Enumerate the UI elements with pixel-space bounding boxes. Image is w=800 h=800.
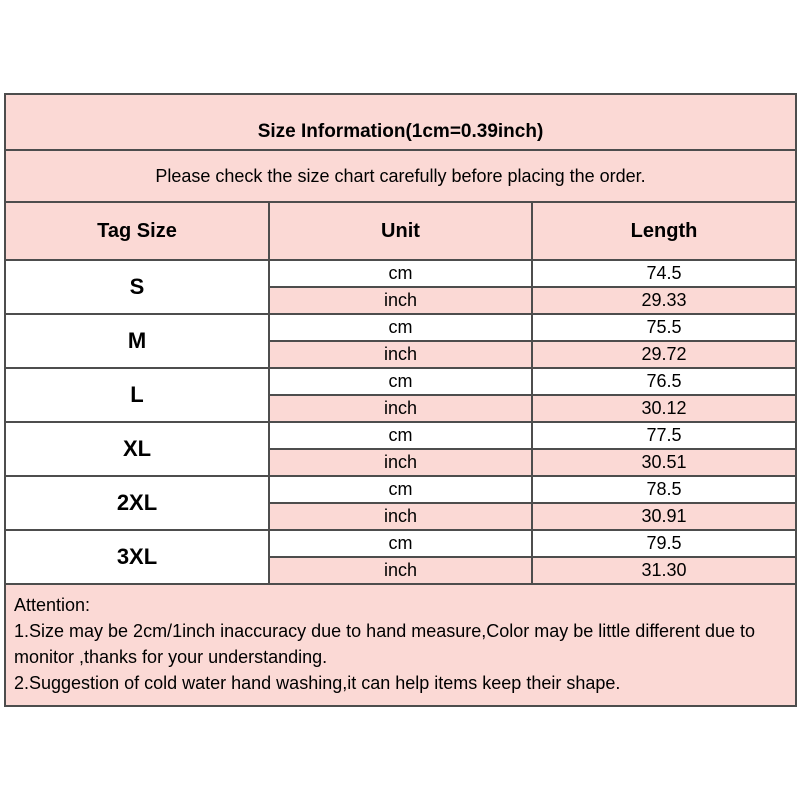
size-cell: M: [6, 314, 269, 368]
length-cell-cm: 78.5: [532, 476, 795, 503]
table-row: [6, 422, 795, 449]
table-header-row: [6, 203, 795, 260]
length-cell-inch: 30.12: [532, 395, 795, 422]
unit-cell-inch: inch: [269, 557, 532, 583]
attention-note-2: 2.Suggestion of cold water hand washing,it can help items keep their shape.: [14, 673, 621, 693]
page-title: Size Information(1cm=0.39inch): [6, 95, 795, 151]
column-header-length: Length: [532, 203, 795, 260]
unit-cell-cm: cm: [269, 260, 532, 287]
length-cell-inch: 29.33: [532, 287, 795, 314]
length-cell-inch: 30.91: [532, 503, 795, 530]
attention-note-1: 1.Size may be 2cm/1inch inaccuracy due to hand measure,Color may be little different due to monitor ,thanks for your understanding.: [14, 621, 756, 667]
length-cell-cm: 75.5: [532, 314, 795, 341]
attention-note: [6, 583, 795, 705]
table-row: [6, 476, 795, 503]
size-cell: 2XL: [6, 476, 269, 530]
size-cell: XL: [6, 422, 269, 476]
length-cell-inch: 31.30: [532, 557, 795, 583]
table-row: [6, 314, 795, 341]
unit-cell-cm: cm: [269, 422, 532, 449]
attention-heading: Attention:: [14, 595, 91, 615]
unit-cell-inch: inch: [269, 395, 532, 422]
length-cell-inch: 30.51: [532, 449, 795, 476]
size-chart-subtitle: Please check the size chart carefully before placing the order.: [6, 151, 795, 203]
table-row: [6, 530, 795, 557]
unit-cell-inch: inch: [269, 449, 532, 476]
unit-cell-inch: inch: [269, 287, 532, 314]
unit-cell-cm: cm: [269, 368, 532, 395]
table-row: [6, 260, 795, 287]
unit-cell-inch: inch: [269, 503, 532, 530]
size-cell: L: [6, 368, 269, 422]
length-cell-cm: 76.5: [532, 368, 795, 395]
length-cell-inch: 29.72: [532, 341, 795, 368]
column-header-tag-size: Tag Size: [6, 203, 269, 260]
unit-cell-cm: cm: [269, 314, 532, 341]
size-table: [6, 203, 795, 583]
unit-cell-cm: cm: [269, 530, 532, 557]
length-cell-cm: 74.5: [532, 260, 795, 287]
length-cell-cm: 79.5: [532, 530, 795, 557]
size-cell: S: [6, 260, 269, 314]
length-cell-cm: 77.5: [532, 422, 795, 449]
size-chart-panel: [4, 93, 797, 707]
size-cell: 3XL: [6, 530, 269, 583]
column-header-unit: Unit: [269, 203, 532, 260]
unit-cell-inch: inch: [269, 341, 532, 368]
unit-cell-cm: cm: [269, 476, 532, 503]
table-row: [6, 368, 795, 395]
